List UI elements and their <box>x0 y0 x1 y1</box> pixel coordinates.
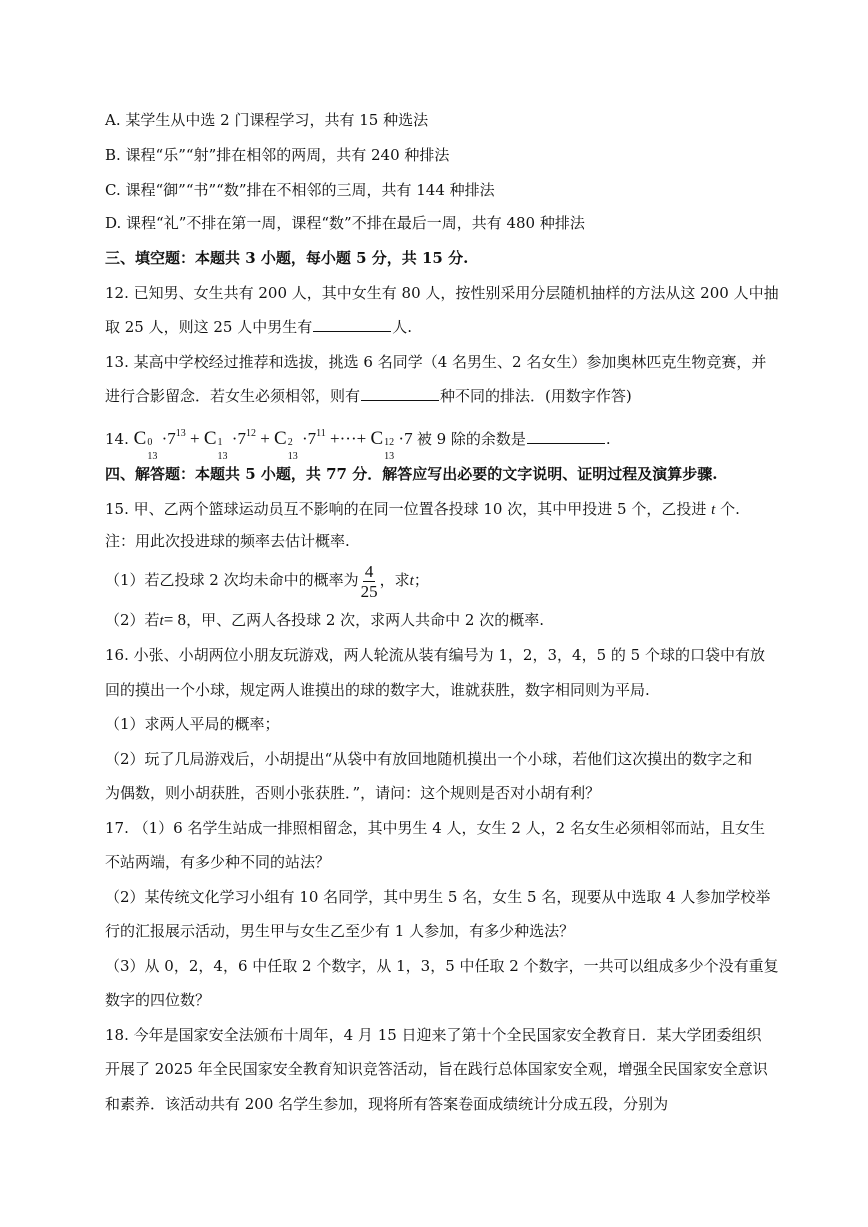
q12-text-a: 取 25 人，则这 25 人中男生有 <box>105 318 313 336</box>
q17-part-2-line-2: 行的汇报展示活动，男生甲与女生乙至少有 1 人参加，有多少种选法？ <box>105 922 575 940</box>
q13-text-a: 进行合影留念．若女生必须相邻，则有 <box>105 387 361 405</box>
q17-line-1: 17. （1）6 名学生站成一排照相留念，其中男生 4 人，女生 2 人，2 名女生必须相邻而站，且女生 <box>105 819 765 837</box>
q18-line-3: 和素养．该活动共有 200 名学生参加，现将所有答案卷面成绩统计分成五段，分别为 <box>105 1095 669 1113</box>
q18-line-1: 18. 今年是国家安全法颁布十周年，4 月 15 日迎来了第十个全民国家安全教育日．某大学团委组织 <box>105 1026 762 1044</box>
q17-part-3-line-1: （3）从 0，2，4，6 中任取 2 个数字，从 1，3，5 中任取 2 个数字，一共可以组成多少个没有重复 <box>105 957 779 975</box>
comb-term-12: C 12 13 <box>370 428 395 462</box>
q13-line-2 <box>105 386 632 406</box>
q13-text-b: 种不同的排法．(用数字作答) <box>440 387 632 405</box>
comb-term-2: C 2 13 <box>274 428 298 462</box>
option-a: A. 某学生从中选 2 门课程学习，共有 15 种选法 <box>105 111 429 129</box>
q15-part-1: （1）若乙投球 2 次均未命中的概率为 $\frac{4}{25}$ ，求t； <box>105 561 429 601</box>
q15-var-t: t <box>711 502 716 518</box>
q14-expression: C 0 13 $\cdot 7^{13}$ + C 1 13 $\cdot 7^{12}$ + C 2 13 $\cdot 7^{11}$ +···+ C 12 13 ·7 <box>133 428 413 462</box>
option-b: B. 课程“乐”“射”排在相邻的两周，共有 240 种排法 <box>105 146 450 164</box>
q16-part-2-line-1: （2）玩了几局游戏后，小胡提出“从袋中有放回地随机摸出一个小球，若他们这次摸出的数字之和 <box>105 750 753 768</box>
q16-line-2: 回的摸出一个小球，规定两人谁摸出的球的数字大，谁就获胜，数字相同则为平局. <box>105 681 650 699</box>
q16-part-1: （1）求两人平局的概率； <box>105 715 280 733</box>
option-d: D. 课程“礼”不排在第一周，课程“数”不排在最后一周，共有 480 种排法 <box>105 214 585 232</box>
q15-note: 注：用此次投进球的频率去估计概率. <box>105 532 350 550</box>
q16-line-1: 16. 小张、小胡两位小朋友玩游戏，两人轮流从装有编号为 1，2，3，4，5 的 5 个球的口袋中有放 <box>105 646 765 664</box>
q12-line-1: 12. 已知男、女生共有 200 人，其中女生有 80 人，按性别采用分层随机抽样的方法从这 200 人中抽 <box>105 284 779 302</box>
comb-term-0: C 0 13 <box>133 428 158 462</box>
q15-line-1: 15. 甲、乙两个篮球运动员互不影响的在同一位置各投球 10 次，其中甲投进 5 个，乙投进 t 个. <box>105 500 740 518</box>
q17-line-2: 不站两端，有多少种不同的站法？ <box>105 853 331 871</box>
q17-part-3-line-2: 数字的四位数？ <box>105 991 211 1009</box>
q15-part-2: （2）若t= 8，甲、乙两人各投球 2 次，求两人共命中 2 次的概率. <box>105 610 544 629</box>
q14-tail: 被 9 除的余数是 <box>416 430 526 448</box>
q14-number: 14. <box>105 430 129 448</box>
q13-answer-blank <box>361 386 439 401</box>
q12-line-2 <box>105 317 412 337</box>
q13-line-1: 13. 某高中学校经过推荐和选拔，挑选 6 名同学（4 名男生、2 名女生）参加奥林匹克生物竞赛，并 <box>105 353 767 371</box>
q14-end: . <box>605 430 611 448</box>
q15-fraction: $\frac{4}{25}$ <box>360 561 378 601</box>
section-4-heading: 四、解答题：本题共 5 小题，共 77 分．解答应写出必要的文字说明、证明过程及演算步骤. <box>105 465 718 483</box>
q17-part-2-line-1: （2）某传统文化学习小组有 10 名同学，其中男生 5 名，女生 5 名，现要从中选取 4 人参加学校举 <box>105 888 771 906</box>
q12-answer-blank <box>313 317 391 332</box>
q14-line <box>105 421 611 462</box>
q16-part-2-line-2: 为偶数，则小胡获胜，否则小张获胜．”，请问：这个规则是否对小胡有利？ <box>105 784 601 802</box>
q14-answer-blank <box>527 429 605 444</box>
q12-text-b: 人. <box>392 318 413 336</box>
q18-line-2: 开展了 2025 年全民国家安全教育知识竞答活动，旨在践行总体国家安全观，增强全民国家安全意识 <box>105 1060 768 1078</box>
option-c: C. 课程“御”“书”“数”排在不相邻的三周，共有 144 种排法 <box>105 181 495 199</box>
section-3-heading: 三、填空题：本题共 3 小题，每小题 5 分，共 15 分. <box>105 249 469 267</box>
comb-term-1: C 1 13 <box>203 428 228 462</box>
